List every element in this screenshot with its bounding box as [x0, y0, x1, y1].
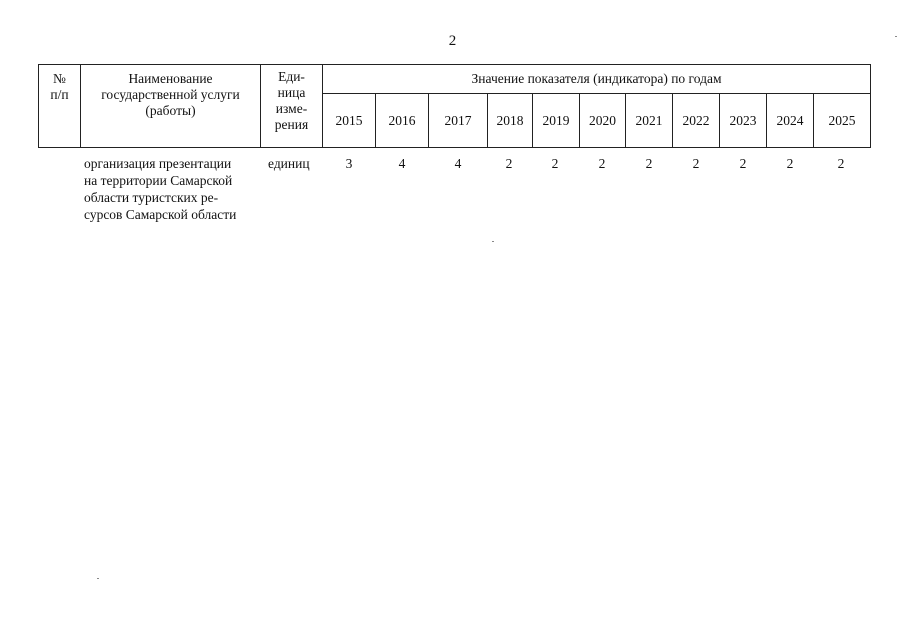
header-number-label: № — [53, 71, 66, 86]
header-service-name-label: (работы) — [145, 103, 196, 118]
header-unit-label: Еди- — [278, 69, 305, 84]
row-value-2023: 2 — [739, 156, 747, 171]
row-service-name-line: организация презентации — [84, 156, 232, 171]
row-value-2017: 4 — [454, 156, 462, 171]
row-value-2024: 2 — [786, 156, 794, 171]
header-year-2024: 2024 — [767, 94, 814, 148]
header-unit-label: ница — [277, 85, 306, 100]
row-value-2016: 4 — [398, 156, 406, 171]
header-year-2023: 2023 — [720, 94, 767, 148]
header-year-2015: 2015 — [323, 94, 376, 148]
row-service-name-line: сурсов Самарской области — [84, 207, 237, 222]
header-indicator-group: Значение показателя (индикатора) по годам — [323, 65, 871, 94]
row-unit: единиц — [268, 156, 310, 171]
row-service-name-line: области туристских ре- — [84, 190, 219, 205]
row-value-2020: 2 — [598, 156, 606, 171]
scan-speck — [895, 36, 897, 37]
header-year-2022: 2022 — [673, 94, 720, 148]
row-service-name-line: на территории Самарской — [84, 173, 233, 188]
row-service-name — [84, 155, 258, 223]
header-year-2021: 2021 — [626, 94, 673, 148]
scan-speck — [97, 578, 99, 579]
header-year-2020: 2020 — [580, 94, 626, 148]
header-year-2018: 2018 — [488, 94, 533, 148]
header-year-2025: 2025 — [814, 94, 871, 148]
row-value-2015: 3 — [345, 156, 353, 171]
header-unit-label: рения — [274, 117, 309, 132]
header-year-2019: 2019 — [533, 94, 580, 148]
header-service-name-label: государственной услуги — [101, 87, 240, 102]
header-number-label: п/п — [50, 87, 69, 102]
header-unit-cell — [261, 65, 323, 148]
header-service-name-cell — [81, 65, 261, 148]
scan-speck — [492, 241, 494, 242]
header-unit-label: изме- — [275, 101, 308, 116]
row-value-2025: 2 — [837, 156, 845, 171]
header-number-cell — [39, 65, 81, 148]
header-year-2016: 2016 — [376, 94, 429, 148]
header-service-name-label: Наименование — [128, 71, 213, 86]
page-number: 2 — [448, 33, 457, 49]
row-value-2022: 2 — [692, 156, 700, 171]
header-year-2017: 2017 — [429, 94, 488, 148]
row-value-2018: 2 — [505, 156, 513, 171]
row-value-2019: 2 — [551, 156, 559, 171]
indicator-table-header — [38, 64, 871, 148]
row-value-2021: 2 — [645, 156, 653, 171]
